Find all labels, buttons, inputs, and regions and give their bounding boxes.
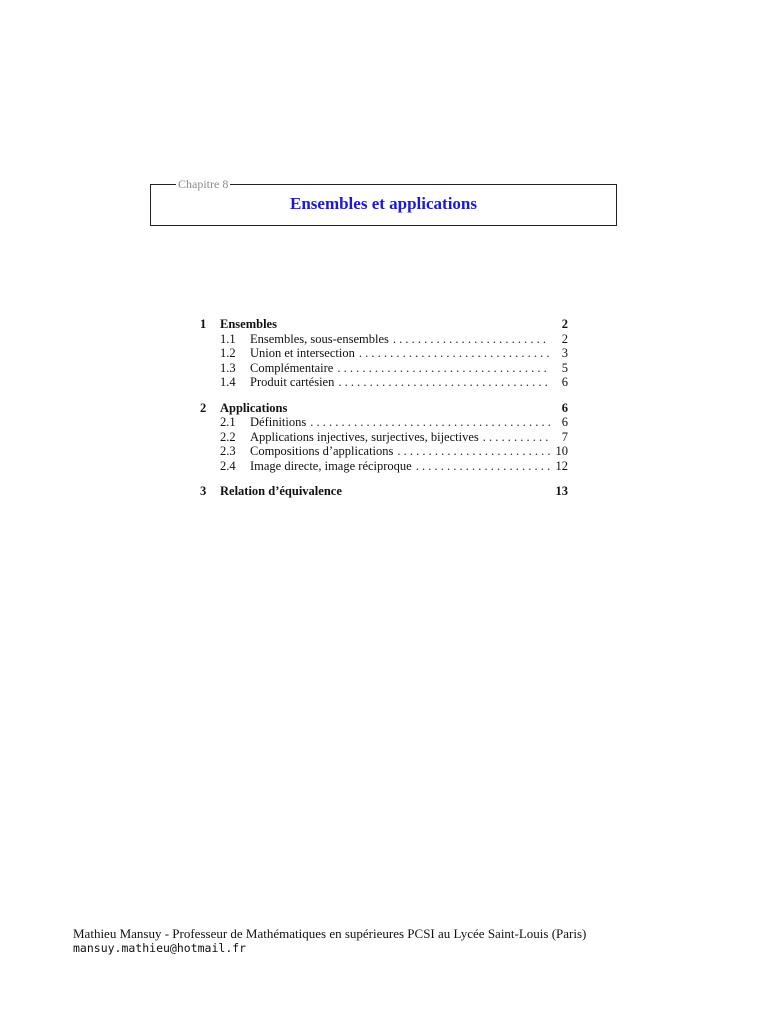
- toc-subentry-number: 2.4: [220, 458, 236, 473]
- toc-entry[interactable]: [200, 484, 568, 499]
- toc-entry-title: Relation d’équivalence: [220, 484, 342, 498]
- toc-subentry[interactable]: [200, 459, 568, 474]
- toc-entry-number: 2: [200, 400, 207, 415]
- toc-entry-number: 1: [200, 317, 207, 331]
- toc-entry[interactable]: [200, 317, 568, 332]
- toc-entry[interactable]: [200, 401, 568, 416]
- toc-subentry[interactable]: [200, 346, 568, 361]
- table-of-contents: [200, 317, 568, 510]
- toc-leader-dots: [359, 346, 550, 361]
- toc-subentry-title: Compositions d’applications: [250, 444, 394, 458]
- toc-section-1: [200, 317, 568, 390]
- toc-entry-title: Ensembles: [220, 317, 277, 331]
- footer-email[interactable]: mansuy.mathieu@hotmail.fr: [73, 941, 247, 955]
- toc-subentry-number: 2.3: [220, 444, 236, 458]
- toc-subentry-page: 2: [561, 331, 568, 346]
- toc-leader-dots: [337, 361, 550, 376]
- chapter-header-box: [150, 177, 617, 226]
- toc-section-3: [200, 484, 568, 499]
- toc-subentry[interactable]: [200, 375, 568, 390]
- toc-entry-title: Applications: [220, 400, 288, 415]
- toc-leader-dots: [310, 415, 550, 430]
- toc-subentry-title: Complémentaire: [250, 360, 334, 375]
- toc-subentry[interactable]: [200, 415, 568, 430]
- toc-subentry-number: 2.2: [220, 429, 236, 444]
- toc-entry-page: 13: [555, 484, 568, 498]
- toc-subentry-page: 3: [561, 346, 568, 360]
- toc-leader-dots: [416, 459, 550, 474]
- toc-subentry-number: 1.3: [220, 360, 236, 375]
- toc-subentry-page: 6: [561, 375, 568, 389]
- toc-leader-dots: [338, 375, 550, 390]
- chapter-title: Ensembles et applications: [289, 194, 478, 213]
- toc-leader-dots: [483, 430, 550, 445]
- toc-subentry-page: 6: [561, 415, 568, 429]
- toc-subentry-number: 1.4: [220, 375, 236, 389]
- footer-author-line: Mathieu Mansuy - Professeur de Mathématiques en supérieures PCSI au Lycée Saint-Louis (Paris): [73, 926, 587, 941]
- toc-subentry-number: 1.2: [220, 346, 236, 360]
- toc-subentry-number: 1.1: [220, 331, 236, 346]
- toc-subentry-title: Image directe, image réciproque: [250, 458, 412, 473]
- toc-subentry[interactable]: [200, 332, 568, 347]
- toc-leader-dots: [393, 332, 550, 347]
- toc-subentry-number: 2.1: [220, 415, 236, 429]
- toc-leader-dots: [397, 444, 550, 459]
- toc-subentry[interactable]: [200, 444, 568, 459]
- toc-entry-page: 6: [561, 400, 568, 415]
- toc-entry-page: 2: [561, 317, 568, 331]
- toc-section-2: [200, 401, 568, 474]
- chapter-label: Chapitre 8: [178, 177, 229, 191]
- toc-subentry[interactable]: [200, 361, 568, 376]
- toc-subentry-title: Définitions: [250, 415, 307, 429]
- toc-subentry-page: 5: [561, 360, 568, 375]
- toc-subentry-title: Produit cartésien: [250, 375, 335, 389]
- toc-subentry-page: 10: [555, 444, 568, 458]
- toc-subentry-title: Applications injectives, surjectives, bijectives: [250, 429, 479, 444]
- toc-subentry[interactable]: [200, 430, 568, 445]
- page-footer: [73, 926, 586, 956]
- toc-entry-number: 3: [200, 484, 207, 498]
- toc-subentry-title: Union et intersection: [250, 346, 355, 360]
- toc-subentry-title: Ensembles, sous-ensembles: [250, 331, 389, 346]
- toc-subentry-page: 7: [561, 429, 568, 444]
- toc-subentry-page: 12: [555, 458, 568, 473]
